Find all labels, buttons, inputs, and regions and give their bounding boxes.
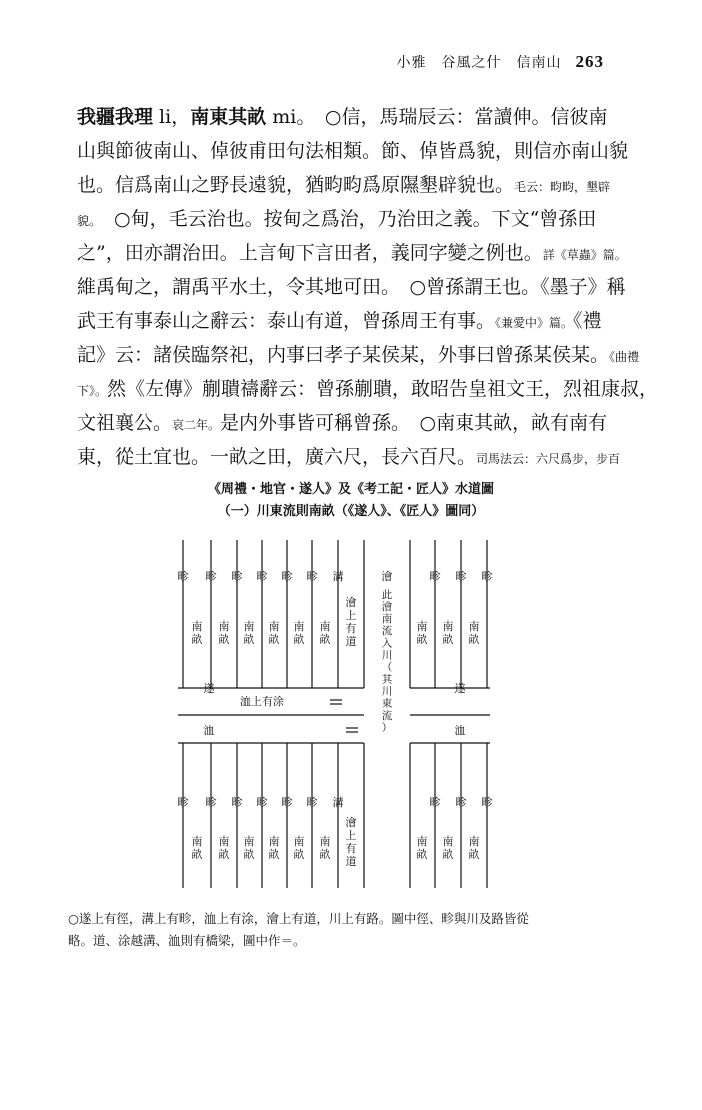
figure-subtitle: （一）川東流則南畝（《遂人》、《匠人》圖同） [217,504,485,519]
nanmu-label: 南畝 [268,620,280,646]
text-run: 文祖襄公。 [77,412,173,434]
zhen-label: 畛 [205,570,217,583]
text-run: 也。信爲南山之野長遠貌，猶畇畇爲原隰墾辟貌也。 [77,174,515,196]
zhen-label: 畛 [205,796,217,809]
zhen-label: 畛 [281,570,293,583]
text-run: ○甸，毛云治也。按甸之爲治，乃治田之義。下文“曾孫田 [95,208,597,230]
zhen-label: 畛 [455,796,467,809]
text-line [77,338,640,372]
text-line [77,202,625,236]
zhen-label: 畛 [455,570,467,583]
text-run: 南東其畝 [190,106,267,128]
text-run: 哀二年。 [172,418,221,432]
text-run: 我疆我理 [77,106,154,128]
text-run: 詳《草蟲》篇。 [542,248,627,262]
sui-label: 遂 [454,682,466,695]
text-run: 山與節彼南山、倬彼甫田句法相類。節、倬皆爲貌，則信亦南山貌 [77,140,629,162]
note-line: ○遂上有徑，溝上有畛，洫上有涂，澮上有道，川上有路。圖中徑、畛與川及路皆從 [68,911,529,926]
text-line [77,304,625,338]
page-number: 263 [575,52,604,71]
kuai-label: 澮 [381,570,393,583]
zhen-label: 畛 [481,796,493,809]
zhen-label: 畛 [429,570,441,583]
text-run: 武王有事泰山之辭云：泰山有道，曾孫周王有事。 [77,310,496,332]
text-line [77,372,659,406]
nanmu-label: 南畝 [442,620,454,646]
text-line [77,406,625,440]
text-line [77,100,625,134]
kuai-dao-label: 澮上有道 [345,816,357,868]
text-run: 《禮 [573,310,602,332]
xu-label: 洫 [203,724,215,737]
gou-label: 溝 [332,570,344,583]
text-line [77,134,629,168]
text-run: li， [153,106,191,128]
nanmu-label: 南畝 [468,835,480,861]
text-line [77,270,625,304]
text-run: 記》云：諸侯臨祭祀，内事曰孝子某侯某，外事曰曾孫某侯某。 [77,344,610,366]
nanmu-label: 南畝 [293,835,305,861]
text-run: 維禹甸之，謂禹平水土，令其地可田。 ○曾孫謂王也。《墨子》稱 [77,276,626,298]
zhen-label: 畛 [231,570,243,583]
zhen-label: 畛 [177,796,189,809]
gou-label: 溝 [332,796,344,809]
text-run: 東，從土宜也。一畝之田，廣六尺，長六百尺。 [77,446,477,468]
nanmu-label: 南畝 [416,620,428,646]
nanmu-label: 南畝 [442,835,454,861]
sui-label: 遂 [203,682,215,695]
note-line: 略。道、涂越溝、洫則有橋梁，圖中作＝。 [68,933,306,948]
text-line [77,236,625,270]
text-run: 之”，田亦謂治田。上言甸下言田者，義同字變之例也。 [77,242,543,264]
nanmu-label: 南畝 [191,835,203,861]
zhen-label: 畛 [231,796,243,809]
text-run: mi。 ○信，馬瑞辰云：當讀伸。信彼南 [266,106,608,128]
zhen-label: 畛 [177,570,189,583]
text-run: 貌。 [77,214,96,228]
text-line [77,168,625,202]
chuan-label: 此澮南流入川（其川東流） [381,589,393,734]
nanmu-label: 南畝 [468,620,480,646]
text-run: 下》。 [77,384,108,398]
nanmu-label: 南畝 [243,620,255,646]
zhen-label: 畛 [281,796,293,809]
zhen-label: 畛 [256,796,268,809]
nanmu-label: 南畝 [319,835,331,861]
figure-title: 《周禮・地官・遂人》及《考工記・匠人》水道圖 [207,482,494,497]
nanmu-label: 南畝 [319,620,331,646]
zhen-label: 畛 [481,570,493,583]
nanmu-label: 南畝 [416,835,428,861]
text-run: 是内外事皆可稱曾孫。 ○南東其畝，畝有南有 [220,412,608,434]
text-run: 然《左傳》蒯聵禱辭云：曾孫蒯聵，敢昭告皇祖文王，烈祖康叔， [107,378,659,400]
kuai-dao-label: 澮上有道 [345,596,357,648]
xu-label: 洫 [454,724,466,737]
text-run: 毛云：畇畇，墾辟 [514,180,611,194]
figure-note [68,908,628,952]
text-run: 司馬法云：六尺爲步，步百 [476,452,621,466]
nanmu-label: 南畝 [293,620,305,646]
nanmu-label: 南畝 [218,835,230,861]
zhen-label: 畛 [306,570,318,583]
zhen-label: 畛 [429,796,441,809]
nanmu-label: 南畝 [268,835,280,861]
running-header [397,52,605,72]
zhen-label: 畛 [306,796,318,809]
text-run: 《曲禮 [609,350,640,364]
xu-tu-label: 洫上有涂 [240,695,284,708]
text-run: 《兼愛中》篇。 [495,316,574,330]
nanmu-label: 南畝 [218,620,230,646]
nanmu-label: 南畝 [243,835,255,861]
text-line [77,440,625,474]
header-title: 小雅 谷風之什 信南山 [396,55,562,71]
nanmu-label: 南畝 [191,620,203,646]
body-text [77,100,659,474]
zhen-label: 畛 [256,570,268,583]
